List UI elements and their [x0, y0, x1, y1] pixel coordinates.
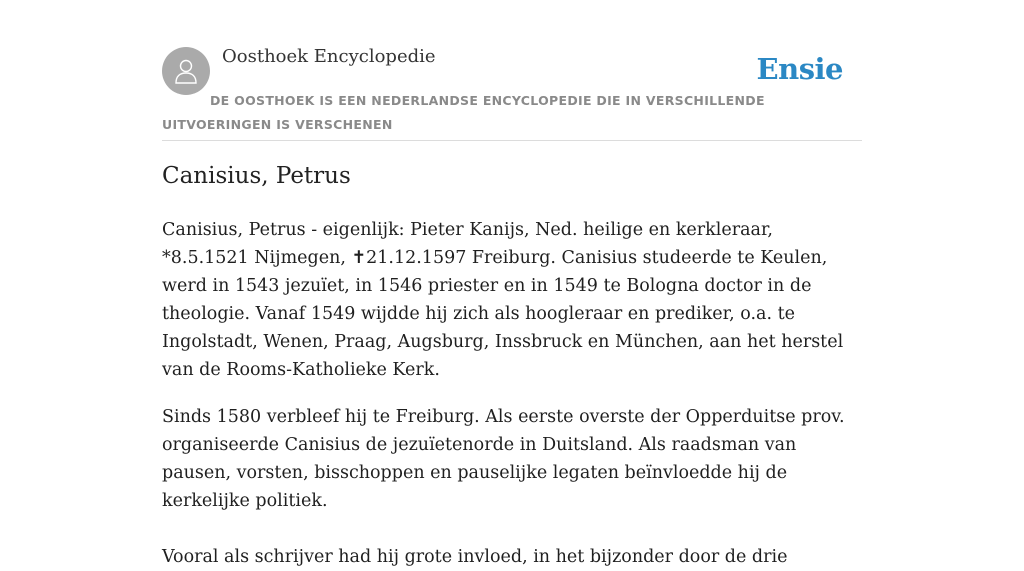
site-header [162, 0, 862, 141]
article-paragraph: Canisius, Petrus - eigenlijk: Pieter Kanijs, Ned. heilige en kerkleraar, *8.5.1521 Nijmegen, ✝21.12.1597 Freiburg. Canisius studeerde te Keulen, werd in 1543 jezuïet, in 1546 priester en in 1549 te Bologna doctor in de theologie. Vanaf 1549 wijdde hij zich als hoogleraar en prediker, o.a. te Ingolstadt, Wenen, Praag, Augsburg, Inssbruck en München, aan het herstel van de Rooms-Katholieke Kerk. [162, 220, 844, 380]
article-paragraph: Vooral als schrijver had hij grote invloed, in het bijzonder door de drie [162, 547, 788, 567]
site-tagline: DE OOSTHOEK IS EEN NEDERLANDSE ENCYCLOPEDIE DIE IN VERSCHILLENDE UITVOERINGEN IS VERSCHENEN [162, 93, 765, 132]
user-icon [171, 56, 201, 86]
brand-logo[interactable]: Ensie [756, 52, 843, 86]
page [162, 0, 862, 567]
article-body [162, 216, 862, 571]
article-paragraph: Sinds 1580 verbleef hij te Freiburg. Als eerste overste der Opperduitse prov. organiseerde Canisius de jezuïetenorde in Duitsland. Als raadsman van pausen, vorsten, bisschoppen en pauselijke legaten beïnvloedde hij de kerkelijke politiek. [162, 407, 845, 511]
article-title: Canisius, Petrus [162, 163, 351, 189]
site-title[interactable]: Oosthoek Encyclopedie [222, 46, 436, 67]
avatar[interactable] [162, 47, 210, 95]
